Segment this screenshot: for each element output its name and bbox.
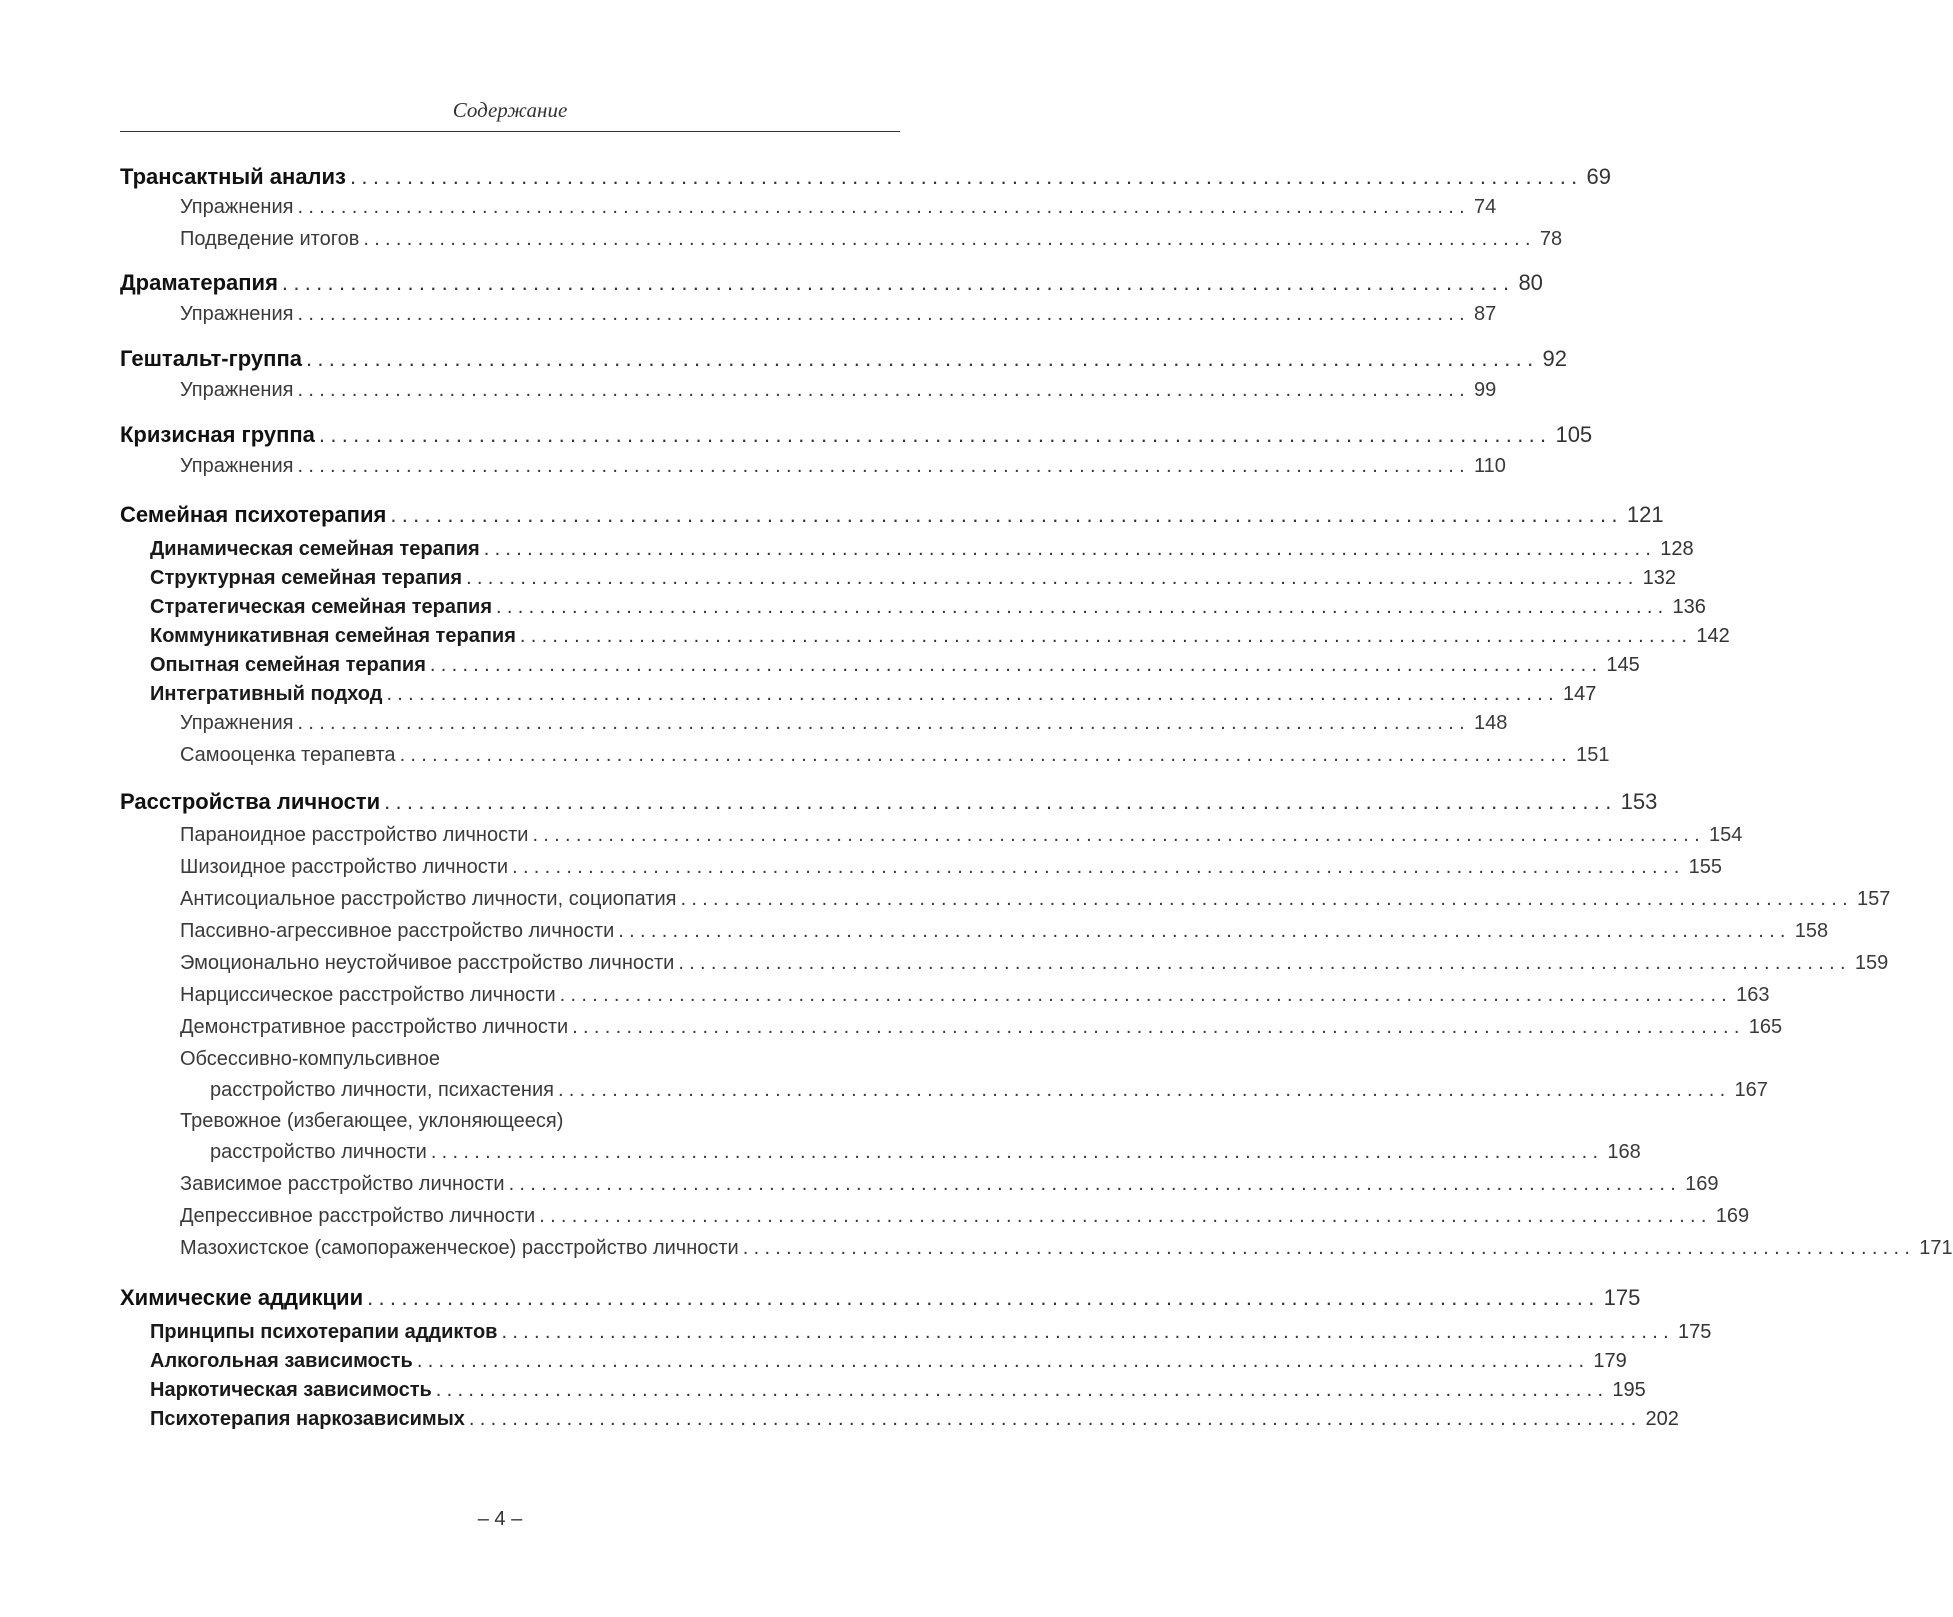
toc-page: 169 [1685,1173,1719,1195]
toc-page: 179 [1593,1350,1627,1372]
toc-section[interactable] [150,683,1597,706]
toc-section[interactable] [150,596,1706,619]
toc-page: 155 [1688,856,1722,878]
toc-page: 92 [1542,346,1567,371]
toc-entry[interactable] [180,196,1497,219]
toc-label: Опытная семейная терапия [150,654,426,676]
toc-page: 175 [1603,1285,1641,1310]
toc-label: расстройство личности, психастения [210,1079,554,1101]
leader-dots: ............................................................................................................ [742,1237,1916,1259]
toc-page: 121 [1626,502,1664,527]
toc-page: 132 [1642,567,1676,589]
toc-entry-first-line[interactable]: Тревожное (избегающее, уклоняющееся) [180,1110,564,1132]
leader-dots: ............................................................................................................ [350,164,1583,189]
leader-dots: ............................................................................................................ [399,744,1573,766]
toc-entry[interactable] [180,984,1770,1007]
toc-label: расстройство личности [210,1141,427,1163]
toc-entry[interactable] [180,952,1889,975]
toc-label: Стратегическая семейная терапия [150,596,493,618]
toc-label: Кризисная группа [120,422,315,447]
toc-label: Упражнения [180,303,294,325]
toc-label: Зависимое расстройство личности [180,1173,505,1195]
leader-dots: ............................................................................................................ [483,538,1657,560]
leader-dots: ............................................................................................................ [508,1173,1682,1195]
leader-dots: ............................................................................................................ [367,1285,1600,1310]
toc-page: 136 [1672,596,1706,618]
toc-page: 157 [1857,888,1891,910]
leader-dots: ............................................................................................................ [496,596,1669,618]
toc-entry[interactable] [180,379,1497,402]
toc-label: Пассивно-агрессивное расстройство личности [180,920,615,942]
leader-dots: ............................................................................................................ [363,228,1536,250]
toc-label: Депрессивное расстройство личности [180,1205,536,1227]
toc-section[interactable] [150,654,1640,677]
toc-entry[interactable] [180,920,1829,943]
toc-chapter[interactable] [120,789,1658,815]
leader-dots: ............................................................................................................ [297,455,1471,477]
leader-dots: ............................................................................................................ [466,567,1639,589]
toc-label: Коммуникативная семейная терапия [150,625,516,647]
toc-page: 168 [1607,1141,1641,1163]
toc-chapter[interactable] [120,422,1593,448]
toc-label: Динамическая семейная терапия [150,538,480,560]
toc-entry[interactable] [180,1016,1783,1039]
leader-dots: ............................................................................................................ [557,1079,1731,1101]
toc-page: 147 [1562,683,1597,705]
toc-label: Шизоидное расстройство личности [180,856,509,878]
toc-label: Упражнения [180,712,294,734]
leader-dots: ............................................................................................................ [318,422,1552,447]
leader-dots: ............................................................................................................ [519,625,1693,647]
toc-page: 145 [1606,654,1640,676]
leader-dots: ............................................................................................................ [386,683,1559,705]
toc-page: 195 [1612,1379,1646,1401]
toc-page: 175 [1678,1321,1712,1343]
toc-entry[interactable] [210,1079,1768,1102]
header-rule [120,131,900,132]
toc-label: Алкогольная зависимость [150,1350,413,1372]
toc-section[interactable] [150,538,1694,561]
toc-page: 87 [1474,303,1497,325]
toc-entry[interactable] [180,303,1497,326]
toc-section[interactable] [150,567,1676,590]
toc-label: Структурная семейная терапия [150,567,463,589]
running-header: Содержание [452,98,568,122]
toc-entry[interactable] [180,1173,1719,1196]
toc-label: Подведение итогов [180,228,360,250]
leader-dots: ............................................................................................................ [416,1350,1590,1372]
toc-label: Эмоционально неустойчивое расстройство личности [180,952,675,974]
toc-page: 148 [1474,712,1508,734]
toc-section[interactable] [150,1408,1679,1431]
toc-page: 167 [1734,1079,1768,1101]
toc-page: 202 [1645,1408,1679,1430]
leader-dots: ............................................................................................................ [305,346,1539,371]
toc-entry-first-line[interactable]: Обсессивно-компульсивное [180,1048,440,1070]
toc-chapter[interactable] [120,346,1567,372]
toc-chapter[interactable] [120,502,1664,528]
toc-entry[interactable] [210,1141,1641,1164]
toc-page: 110 [1474,455,1506,477]
toc-chapter[interactable] [120,1285,1641,1311]
leader-dots: ............................................................................................................ [618,920,1791,942]
toc-label: Мазохистское (самопораженческое) расстройство личности [180,1237,739,1259]
toc-entry[interactable] [180,455,1506,478]
toc-page: 69 [1586,164,1612,189]
toc-label: Семейная психотерапия [120,502,387,527]
toc-page: 99 [1474,379,1497,401]
toc-label: Расстройства личности [120,789,381,814]
leader-dots: ............................................................................................................ [384,789,1617,814]
toc-label: Параноидное расстройство личности [180,824,529,846]
toc-page: 142 [1696,625,1730,647]
toc-entry[interactable] [180,1205,1750,1228]
toc-label: Нарциссическое расстройство личности [180,984,556,1006]
toc-page: 74 [1474,196,1497,218]
toc-page: 171 [1919,1237,1953,1259]
toc-entry[interactable] [180,744,1610,767]
toc-page: 154 [1708,824,1743,846]
leader-dots: ............................................................................................................ [297,303,1471,325]
leader-dots: ............................................................................................................ [680,888,1853,910]
toc-entry[interactable] [180,856,1722,879]
toc-section[interactable] [150,1321,1712,1344]
toc-page: 163 [1736,984,1770,1006]
toc-label: Психотерапия наркозависимых [150,1408,465,1430]
leader-dots: ............................................................................................................ [435,1379,1609,1401]
toc-entry[interactable] [180,888,1891,911]
toc-entry[interactable] [180,228,1563,251]
toc-page: 165 [1748,1016,1783,1038]
leader-dots: ............................................................................................................ [430,1141,1604,1163]
toc-label: Упражнения [180,379,294,401]
leader-dots: ............................................................................................................ [297,379,1471,401]
leader-dots: ............................................................................................................ [281,270,1515,295]
toc-label: Драматерапия [120,270,278,295]
page-number: – 4 – [477,1508,523,1530]
toc-page: 158 [1794,920,1829,942]
toc-page: 153 [1620,789,1658,814]
toc-page: 151 [1576,744,1610,766]
toc-section[interactable] [150,625,1730,648]
leader-dots: ............................................................................................................ [429,654,1603,676]
leader-dots: ............................................................................................................ [678,952,1851,974]
leader-dots: ............................................................................................................ [559,984,1733,1006]
toc-label: Химические аддикции [120,1285,364,1310]
toc-page: 159 [1854,952,1889,974]
toc-chapter[interactable] [120,164,1612,190]
toc-page: 128 [1660,538,1694,560]
toc-label: Самооценка терапевта [180,744,396,766]
leader-dots: ............................................................................................................ [297,196,1471,218]
toc-label: Наркотическая зависимость [150,1379,432,1401]
toc-label: Антисоциальное расстройство личности, социопатия [180,888,677,910]
leader-dots: ............................................................................................................ [390,502,1623,527]
toc-section[interactable] [150,1379,1646,1402]
toc-label: Упражнения [180,455,294,477]
toc-label: Гештальт-группа [120,346,302,371]
toc-section[interactable] [150,1350,1627,1373]
toc-label: Упражнения [180,196,294,218]
toc-entry[interactable] [180,1237,1953,1260]
toc-entry[interactable] [180,712,1508,735]
toc-page: 78 [1539,228,1563,250]
toc-page: 105 [1555,422,1593,447]
toc-page: 169 [1715,1205,1750,1227]
leader-dots: ............................................................................................................ [297,712,1471,734]
toc-label: Принципы психотерапии аддиктов [150,1321,498,1343]
leader-dots: ............................................................................................................ [539,1205,1712,1227]
toc-label: Демонстративное расстройство личности [180,1016,569,1038]
leader-dots: ............................................................................................................ [532,824,1705,846]
toc-label: Трансактный анализ [120,164,346,189]
toc-label: Интегративный подход [150,683,383,705]
leader-dots: ............................................................................................................ [468,1408,1642,1430]
toc-entry[interactable] [180,824,1743,847]
toc-page: 80 [1518,270,1543,295]
leader-dots: ............................................................................................................ [512,856,1685,878]
leader-dots: ............................................................................................................ [501,1321,1674,1343]
leader-dots: ............................................................................................................ [572,1016,1745,1038]
toc-chapter[interactable] [120,270,1543,296]
